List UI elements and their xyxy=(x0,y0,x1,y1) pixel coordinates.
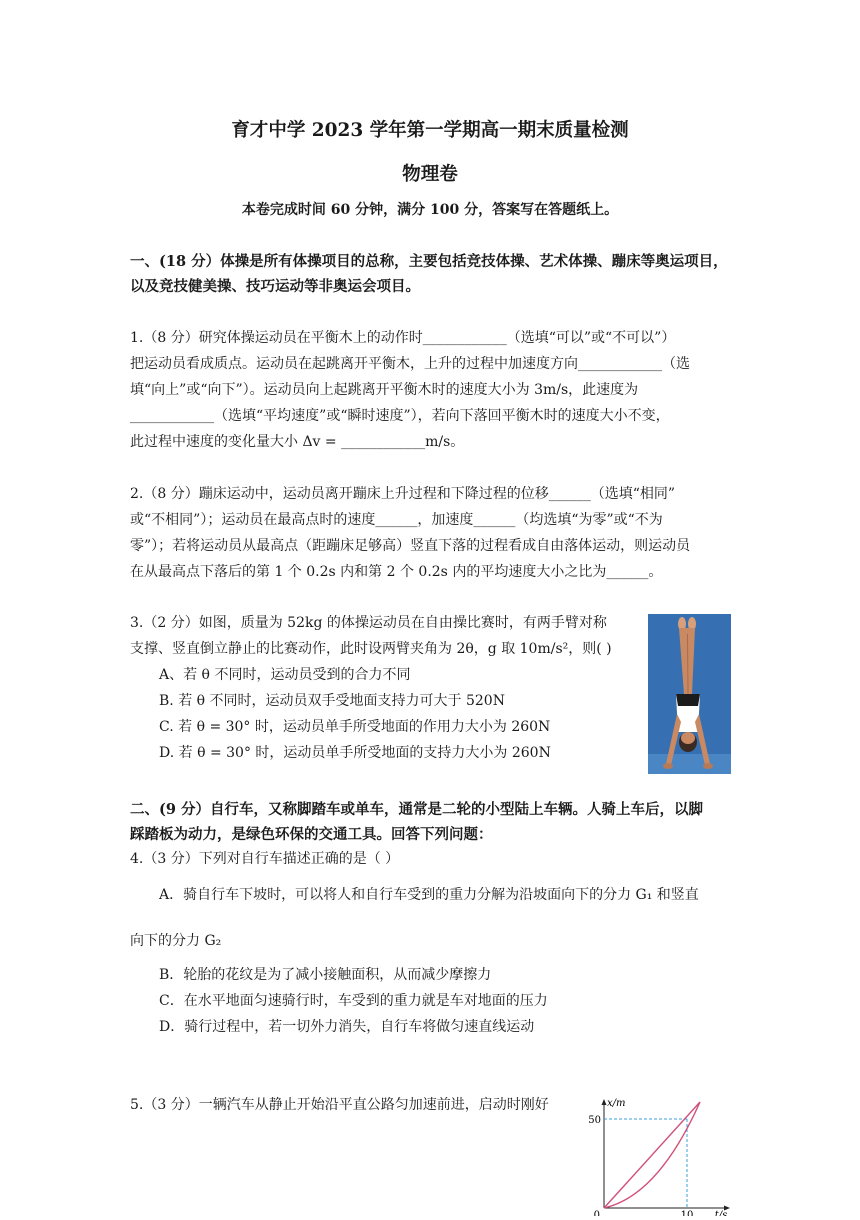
q5-stem: 5.（3 分）一辆汽车从静止开始沿平直公路匀加速前进，启动时刚好 xyxy=(130,1097,549,1113)
linear-motion-line xyxy=(604,1102,700,1208)
y-axis-arrow-icon xyxy=(602,1099,607,1105)
origin-label: 0 xyxy=(593,1210,600,1216)
q3-option-b: B. 若 θ 不同时，运动员双手受地面支持力可大于 520N xyxy=(159,693,505,709)
q4-option-d: D．骑行过程中，若一切外力消失，自行车将做匀速直线运动 xyxy=(159,1019,535,1035)
q2-line2: 或“不相同”）；运动员在最高点时的速度______，加速度______（均选填“为零”或“不为 xyxy=(130,512,663,528)
gymnast-figure-icon xyxy=(648,614,731,774)
q3-line1: 3.（2 分）如图，质量为 52kg 的体操运动员在自由操比赛时，有两手臂对称 xyxy=(130,615,607,631)
gymnast-handstand-photo xyxy=(648,614,731,774)
q4-option-a-line2: 向下的分力 G₂ xyxy=(130,933,222,949)
section2-intro-line2: 踩踏板为动力，是绿色环保的交通工具。回答下列问题： xyxy=(130,826,493,843)
section2-intro-line1: 二、(9 分）自行车，又称脚踏车或单车，通常是二轮的小型陆上车辆。人骑上车后，以脚 xyxy=(130,801,703,818)
x-axis-label: t/s xyxy=(714,1210,728,1216)
y-tick-label: 50 xyxy=(588,1115,601,1126)
q4-option-c: C．在水平地面匀速骑行时，车受到的重力就是车对地面的压力 xyxy=(159,993,548,1009)
q3-line2: 支撑、竖直倒立静止的比赛动作，此时设两臂夹角为 2θ，g 取 10m/s²，则( ) xyxy=(130,641,612,657)
q4-option-a-line1: A．骑自行车下坡时，可以将人和自行车受到的重力分解为沿坡面向下的分力 G₁ 和竖直 xyxy=(159,887,699,903)
q1-line4: ____________（选填“平均速度”或“瞬时速度”），若向下落回平衡木时的速度大小不变， xyxy=(130,408,670,424)
q2-line3: 零”）；若将运动员从最高点（距蹦床足够高）竖直下落的过程看成自由落体运动，则运动员 xyxy=(130,538,691,554)
q1-line3: 填“向上”或“向下”）。运动员向上起跳离开平衡木时的速度大小为 3m/s，此速度为 xyxy=(130,382,639,398)
exam-instructions: 本卷完成时间 60 分钟，满分 100 分，答案写在答题纸上。 xyxy=(241,202,619,218)
q1-line1: 1.（8 分）研究体操运动员在平衡木上的动作时____________（选填“可以”或“不可以”） xyxy=(130,330,676,346)
q3-option-c: C. 若 θ = 30° 时，运动员单手所受地面的作用力大小为 260N xyxy=(159,719,551,735)
page-subtitle: 物理卷 xyxy=(402,164,458,185)
q2-line4: 在从最高点下落后的第 1 个 0.2s 内和第 2 个 0.2s 内的平均速度大小之比为______。 xyxy=(130,564,663,580)
q1-line2: 把运动员看成质点。运动员在起跳离开平衡木，上升的过程中加速度方向____________（选 xyxy=(130,356,690,372)
q1-line5: 此过程中速度的变化量大小 Δv = ____________m/s。 xyxy=(130,434,465,450)
y-axis-label: x/m xyxy=(607,1098,626,1109)
section1-intro-line2: 以及竞技健美操、技巧运动等非奥运会项目。 xyxy=(130,278,420,295)
page-title: 育才中学 2023 学年第一学期高一期末质量检测 xyxy=(231,120,629,141)
q3-option-d: D. 若 θ = 30° 时，运动员单手所受地面的支持力大小为 260N xyxy=(159,745,551,761)
x-tick-label: 10 xyxy=(680,1210,694,1216)
xt-graph xyxy=(586,1096,736,1216)
q4-option-b: B．轮胎的花纹是为了减小接触面积，从而减少摩擦力 xyxy=(159,967,492,983)
q3-option-a: A、若 θ 不同时，运动员受到的合力不同 xyxy=(159,667,411,683)
q4-stem: 4.（3 分）下列对自行车描述正确的是（ ） xyxy=(130,851,400,867)
section1-intro-line1: 一、(18 分）体操是所有体操项目的总称，主要包括竞技体操、艺术体操、蹦床等奥运项目， xyxy=(130,253,728,270)
q2-line1: 2.（8 分）蹦床运动中，运动员离开蹦床上升过程和下降过程的位移______（选填“相同” xyxy=(130,486,676,502)
